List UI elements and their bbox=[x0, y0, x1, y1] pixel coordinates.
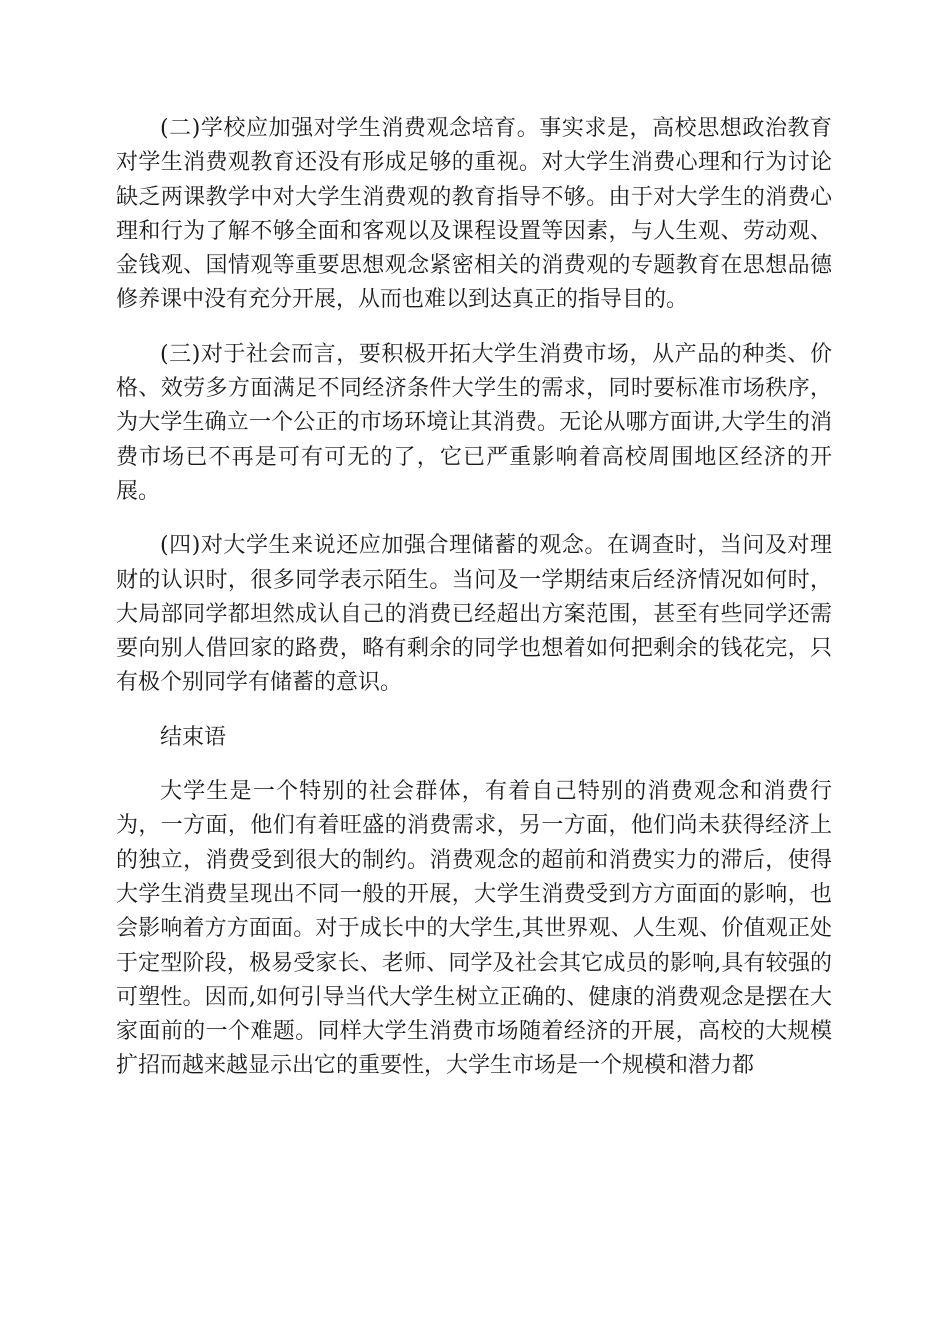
paragraph-society-market: (三)对于社会而言，要积极开拓大学生消费市场，从产品的种类、价格、效劳多方面满足不同经济条件大学生的需求，同时要标准市场秩序，为大学生确立一个公正的市场环境让其消费。无论从哪方面讲,大学生的消费市场已不再是可有可无的了，它已严重影响着高校周围地区经济的开展。 bbox=[116, 341, 832, 504]
paragraph-conclusion: 大学生是一个特别的社会群体，有着自己特别的消费观念和消费行为，一方面，他们有着旺盛的消费需求，另一方面，他们尚未获得经济上的独立，消费受到很大的制约。消费观念的超前和消费实力的滞后，使得大学生消费呈现出不同一般的开展，大学生消费受到方方面面的影响，也会影响着方方面面。对于成长中的大学生,其世界观、人生观、价值观正处于定型阶段，极易受家长、老师、同学及社会其它成员的影响,具有较强的可塑性。因而,如何引导当代大学生树立正确的、健康的消费观念是摆在大家面前的一个难题。同样大学生消费市场随着经济的开展，高校的大规模扩招而越来越显示出它的重要性，大学生市场是一个规模和潜力都 bbox=[116, 779, 832, 1079]
document-body bbox=[116, 112, 832, 1104]
paragraph-savings: (四)对大学生来说还应加强合理储蓄的观念。在调查时，当问及对理财的认识时，很多同学表示陌生。当问及一学期结束后经济情况如何时，大局部同学都坦然成认自己的消费已经超出方案范围，甚至有些同学还需要向别人借回家的路费，略有剩余的同学也想着如何把剩余的钱花完，只有极个别同学有储蓄的意识。 bbox=[116, 533, 832, 696]
paragraph-school-education: (二)学校应加强对学生消费观念培育。事实求是，高校思想政治教育对学生消费观教育还没有形成足够的重视。对大学生消费心理和行为讨论缺乏两课教学中对大学生消费观的教育指导不够。由于对大学生的消费心理和行为了解不够全面和客观以及课程设置等因素，与人生观、劳动观、金钱观、国情观等重要思想观念紧密相关的消费观的专题教育在思想品德修养课中没有充分开展，从而也难以到达真正的指导目的。 bbox=[116, 116, 832, 313]
section-heading-conclusion: 结束语 bbox=[160, 724, 227, 750]
